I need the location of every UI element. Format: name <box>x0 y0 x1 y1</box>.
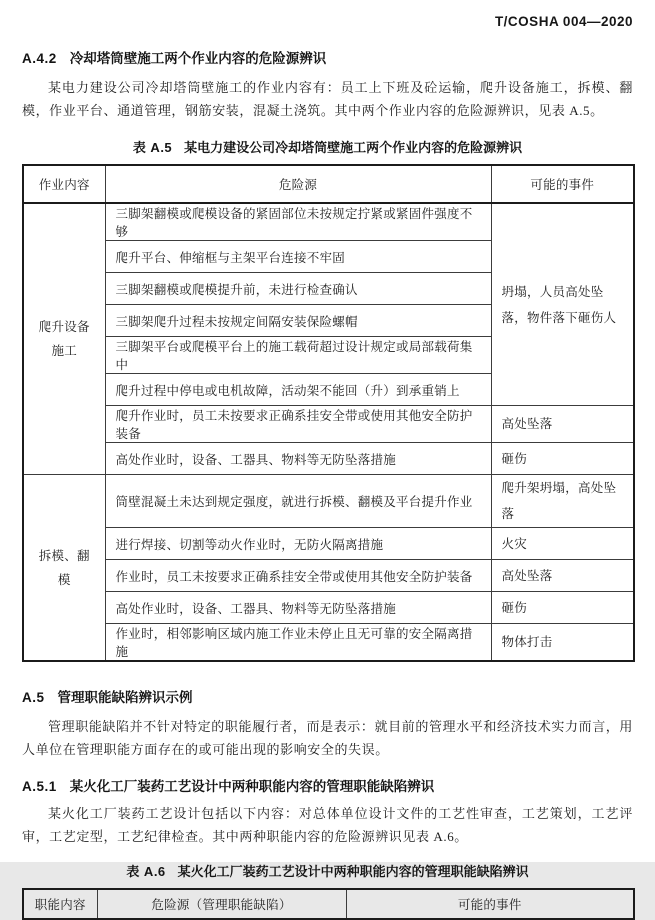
table-row <box>23 624 634 662</box>
hazard-cell: 高处作业时，设备、工器具、物料等无防坠落措施 <box>105 443 491 475</box>
table-row <box>23 560 634 592</box>
section-a51-paragraph: 某火化工厂装药工艺设计包括以下内容：对总体单位设计文件的工艺性审查，工艺策划，工艺评审，工艺定型，工艺纪律检查。其中两种职能内容的危险源辨识见表 A.6。 <box>22 806 633 844</box>
hazard-cell: 作业时，员工未按要求正确系挂安全带或使用其他安全防护装备 <box>105 560 491 592</box>
section-a5-title: 管理职能缺陷辨识示例 <box>57 690 193 705</box>
column-header-hazard: 危险源（管理职能缺陷） <box>97 889 346 919</box>
table-a5-title: 某电力建设公司冷却塔筒壁施工两个作业内容的危险源辨识 <box>184 140 523 155</box>
table-a5-caption <box>22 137 633 156</box>
section-a5-paragraph: 管理职能缺陷并不针对特定的职能履行者，而是表示：就目前的管理水平和经济技术实力而言，用人单位在管理职能方面存在的或可能出现的影响安全的失误。 <box>22 719 633 757</box>
column-header-event: 可能的事件 <box>346 889 634 919</box>
column-header-activity: 作业内容 <box>23 165 105 203</box>
hazard-cell: 爬升过程中停电或电机故障，活动架不能回（升）到承重销上 <box>105 374 491 406</box>
event-cell: 砸伤 <box>491 443 634 475</box>
section-a5-number: A.5 <box>22 690 45 705</box>
section-a42-number: A.4.2 <box>22 51 57 66</box>
table-row <box>23 406 634 443</box>
section-a42-paragraph: 某电力建设公司冷却塔筒壁施工的作业内容有：员工上下班及砼运输，爬升设备施工，拆模、翻模，作业平台、通道管理，钢筋安装，混凝土浇筑。其中两个作业内容的危险源辨识，见表 A.5。 <box>22 80 633 118</box>
column-header-function: 职能内容 <box>23 889 97 919</box>
table-row <box>23 592 634 624</box>
section-a51-heading <box>22 775 633 795</box>
hazard-cell: 三脚架翻模或爬模设备的紧固部位未按规定拧紧或紧固件强度不够 <box>105 203 491 241</box>
column-header-hazard: 危险源 <box>105 165 491 203</box>
table-a6-title: 某火化工厂装药工艺设计中两种职能内容的管理职能缺陷辨识 <box>177 864 529 879</box>
column-header-event: 可能的事件 <box>491 165 634 203</box>
event-cell: 高处坠落 <box>491 560 634 592</box>
event-cell: 高处坠落 <box>491 406 634 443</box>
table-a6-caption <box>22 861 633 880</box>
table-row <box>23 203 634 241</box>
table-row <box>23 528 634 560</box>
section-a42-heading <box>22 47 633 67</box>
table-a5-header-row <box>23 165 634 203</box>
hazard-cell: 三脚架平台或爬模平台上的施工载荷超过设计规定或局部载荷集中 <box>105 337 491 374</box>
hazard-cell: 三脚架翻模或爬模提升前，未进行检查确认 <box>105 273 491 305</box>
event-cell: 爬升架坍塌，高处坠落 <box>491 475 634 528</box>
hazard-cell: 高处作业时，设备、工器具、物料等无防坠落措施 <box>105 592 491 624</box>
event-cell: 砸伤 <box>491 592 634 624</box>
event-cell: 火灾 <box>491 528 634 560</box>
hazard-cell: 三脚架爬升过程未按规定间隔安装保险螺帽 <box>105 305 491 337</box>
table-a5-label: 表 A.5 <box>132 140 173 155</box>
activity-cell: 拆模、翻模 <box>23 475 105 662</box>
hazard-cell: 爬升平台、伸缩框与主架平台连接不牢固 <box>105 241 491 273</box>
section-a51-number: A.5.1 <box>22 779 57 794</box>
activity-cell: 爬升设备施工 <box>23 203 105 475</box>
hazard-cell: 作业时，相邻影响区域内施工作业未停止且无可靠的安全隔离措施 <box>105 624 491 662</box>
table-row <box>23 475 634 528</box>
event-cell: 坍塌，人员高处坠落，物件落下砸伤人 <box>491 203 634 406</box>
section-a42-title: 冷却塔筒壁施工两个作业内容的危险源辨识 <box>69 51 327 66</box>
section-a51-title: 某火化工厂装药工艺设计中两种职能内容的管理职能缺陷辨识 <box>69 779 435 794</box>
hazard-cell: 爬升作业时，员工未按要求正确系挂安全带或使用其他安全防护装备 <box>105 406 491 443</box>
table-row <box>23 443 634 475</box>
table-a6-label: 表 A.6 <box>126 864 166 879</box>
hazard-table-a6 <box>22 888 635 920</box>
section-a5-heading <box>22 686 633 706</box>
standard-number: T/COSHA 004—2020 <box>494 14 633 29</box>
event-cell: 物体打击 <box>491 624 634 662</box>
hazard-table-a5 <box>22 164 635 662</box>
hazard-cell: 筒壁混凝土未达到规定强度，就进行拆模、翻模及平台提升作业 <box>105 475 491 528</box>
hazard-cell: 进行焊接、切割等动火作业时，无防火隔离措施 <box>105 528 491 560</box>
table-a6-header-row <box>23 889 634 919</box>
